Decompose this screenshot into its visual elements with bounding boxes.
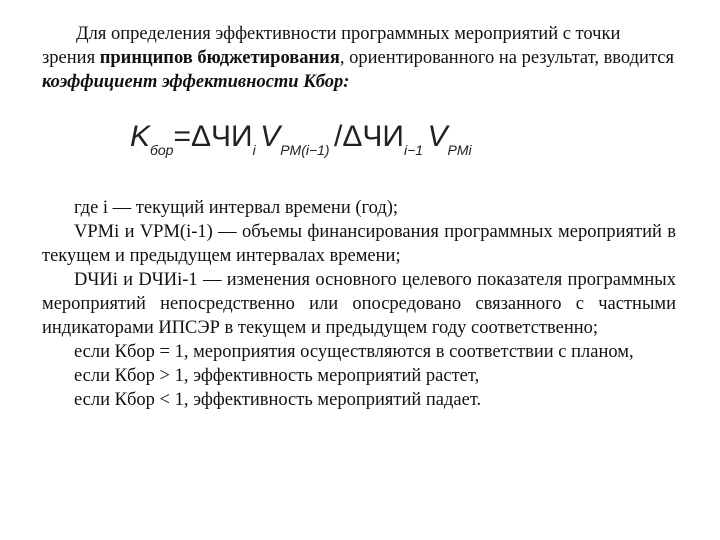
formula-k: K [130,120,151,153]
condition-equal: если Кбор = 1, мероприятия осуществляются в соответствии с планом, [74,342,634,362]
formula-k-sub: бор [150,142,174,158]
intro-bold-term: принципов бюджетирования [99,48,340,68]
formula-sub-i: i [252,142,256,158]
formula-v2-sub: PMi [447,142,472,158]
formula-v1: V [260,120,281,153]
formula [130,120,550,168]
formula-eq-delta: =ΔЧИ [173,120,253,153]
definition-dchi: DЧИi и DЧИi-1 — изменения основного целевого показателя программных мероприятий непосредственно или опосредовано связанного с частными индикаторами ИПСЭР в текущем и предыдущем году соответственно; [42,270,676,338]
intro-paragraph [42,22,676,94]
formula-v1-sub: PM(i−1) [280,142,330,158]
definition-i: где i — текущий интервал времени (год); [74,198,399,218]
formula-slash-delta: /ΔЧИ [334,120,404,153]
definitions-block [42,196,676,412]
condition-less: если Кбор < 1, эффективность мероприятий падает. [74,390,482,410]
intro-coefficient-term: коэффициент эффективности Кбор: [42,72,350,92]
formula-v2: V [427,120,448,153]
condition-greater: если Кбор > 1, эффективность мероприятий растет, [74,366,480,386]
intro-text-1: Для определения эффективности программных мероприятий с точки зрения [42,24,621,68]
intro-text-2: , ориентированного на результат, вводится [339,48,674,68]
formula-sub-i1: i−1 [403,142,424,158]
definition-vpm: VPMi и VPM(i-1) — объемы финансирования программных мероприятий в текущем и предыдущем интервалах времени; [42,222,676,266]
